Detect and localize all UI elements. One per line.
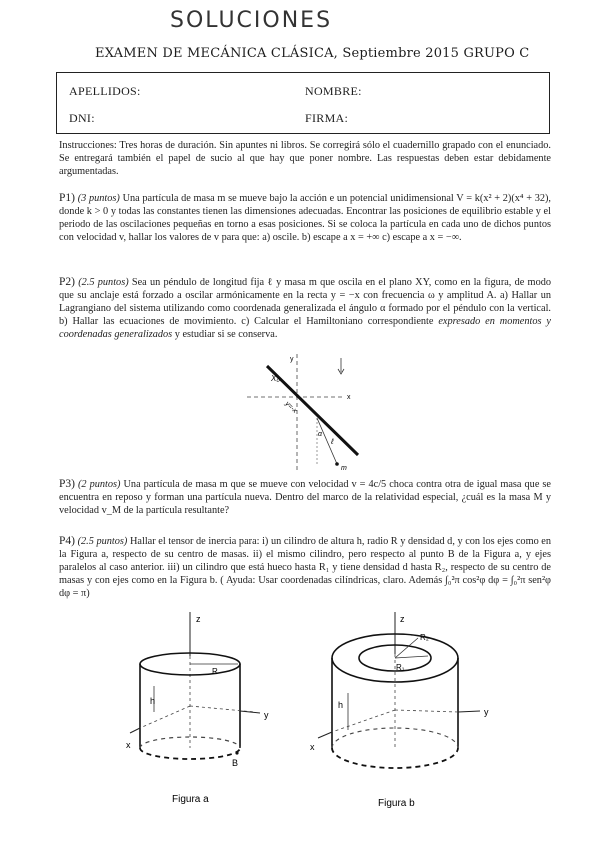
nombre-label: NOMBRE: xyxy=(305,84,362,98)
handwritten-title: SOLUCIONES xyxy=(170,8,333,33)
fig-a-y-label: y xyxy=(264,710,269,720)
fig-a-x-axis xyxy=(140,706,190,728)
problem-4-points: (2.5 puntos) xyxy=(77,536,128,547)
firma-label: FIRMA: xyxy=(305,111,349,125)
problem-2-number: P2) xyxy=(59,276,75,288)
apellidos-label: APELLIDOS: xyxy=(69,84,141,98)
fig-b-r1-line xyxy=(395,656,428,658)
problem-3 xyxy=(59,478,551,517)
pendulum-mass-label: m xyxy=(341,465,347,472)
problem-2-points: (2.5 puntos) xyxy=(78,277,129,288)
exam-title: EXAMEN DE MECÁNICA CLÁSICA, Septiembre 2015 GRUPO C xyxy=(95,46,530,61)
fig-a-b-label: B xyxy=(232,758,239,768)
problem-1 xyxy=(59,192,551,244)
problem-1-number: P1) xyxy=(59,192,75,204)
fig-b-x-axis-out xyxy=(318,732,332,738)
fig-a-caption: Figura a xyxy=(172,794,209,805)
problem-2-text-italic: expresado en momentos y coordenadas generalizados xyxy=(59,316,551,341)
fig-b-h-label: h xyxy=(338,700,344,710)
pendulum-anchor-label: X₀ xyxy=(271,374,280,383)
pendulum-x-label: x xyxy=(347,394,351,401)
dni-label: DNI: xyxy=(69,111,95,125)
problem-2-text-b: y estudiar si se conserva. xyxy=(174,329,278,341)
fig-b-z-label: z xyxy=(400,614,405,624)
problem-4-number: P4) xyxy=(59,535,75,547)
problem-4 xyxy=(59,535,551,600)
fig-a-x-axis-out xyxy=(130,728,140,733)
instructions-text: Tres horas de duración. Sin apuntes ni libros. Se corregirá sólo el cuadernillo grapado con el enunciado. Se entregará también el papel de sucio al que hay que poner nombre. Las respuestas deben estar debidamente argumentadas. xyxy=(59,140,552,178)
fig-a-point-b xyxy=(235,751,238,754)
pendulum-line-label: y=-x xyxy=(283,400,299,415)
problem-2-text-a: Sea un péndulo de longitud fija ℓ y masa m que oscila en el plano XY, como en la figura, de modo que su anclaje está forzado a oscilar armónicamente en la recta y = −x con frecuencia ω y amplitud A. a) Hallar un Lagrangiano del sistema utilizando como coordenada generalizada el ángulo α formado por el péndulo con la vertical. b) Hallar las ecuaciones de movimiento. c) Calcular el Hamiltoniano correspondiente xyxy=(59,277,552,328)
fig-b-y-axis xyxy=(395,710,458,712)
problem-3-number: P3) xyxy=(59,478,75,490)
problem-1-points: (3 puntos) xyxy=(77,193,120,204)
fig-b-y-label: y xyxy=(484,707,489,717)
fig-a-h-label: h xyxy=(150,696,156,706)
pendulum-constraint-line xyxy=(267,366,358,455)
problem-2 xyxy=(59,276,551,341)
figure-b xyxy=(300,608,510,813)
instructions-label: Instrucciones: xyxy=(59,140,117,151)
pendulum-figure xyxy=(245,352,375,472)
problem-4-text: Hallar el tensor de inercia para: i) un cilindro de altura h, radio R y densidad d, y con los ejes como en la Figura a, respecto de su centro de masas. ii) el mismo cilindro, pero respecto al punto B de la Figura a, y ejes paralelos al caso anterior. iii) un cilindro que está hueco hasta R₁ y tiene densidad d hasta R₂, respecto de su centro de masas y con ejes como en la Figura b. ( Ayuda: Usar coordenadas cilíndricas, claro. Además ∫₀²π cos²φ dφ = ∫₀²π sen²φ dφ = π) xyxy=(59,536,552,600)
fig-b-caption: Figura b xyxy=(378,798,415,809)
pendulum-length-label: ℓ xyxy=(331,437,334,446)
problem-3-points: (2 puntos) xyxy=(78,479,121,490)
pendulum-angle-label: α xyxy=(318,431,322,438)
fig-b-x-label: x xyxy=(310,742,315,752)
problem-1-text: Una partícula de masa m se mueve bajo la acción e un potencial unidimensional V = k(x² + 2)(x⁴ + 32), donde k > 0 y todas las constantes tienen las dimensiones adecuadas. Encontrar las posiciones de equilibrio estable y el periodo de las oscilaciones pequeñas en torno a esas posiciones. Si se coloca la partícula en cada uno de dichos puntos con velocidad v, hallar los valores de v para que: a) oscile. b) escape a x = +∞ c) escape a x = −∞. xyxy=(59,193,552,244)
fig-a-r-label: R xyxy=(212,667,218,676)
fig-b-bottom-front xyxy=(332,748,458,768)
fig-b-r2-line xyxy=(395,638,418,658)
fig-b-r2-label: R₂ xyxy=(420,633,429,642)
fig-b-r1-label: R₁ xyxy=(396,663,405,672)
pendulum-y-label: y xyxy=(290,356,294,363)
fig-b-y-axis-out xyxy=(458,711,480,712)
fig-a-z-label: z xyxy=(196,614,201,624)
fig-a-x-label: x xyxy=(126,740,131,750)
problem-3-text: Una partícula de masa m que se mueve con velocidad v = 4c/5 choca contra otra de igual masa que se encuentra en reposo y forman una partícula nueva. Dentro del marco de la relatividad especial, ¿cuál es la masa M y velocidad v_M de la partícula resultante? xyxy=(59,479,551,517)
student-info-box xyxy=(56,72,550,134)
pendulum-mass xyxy=(335,462,339,466)
fig-a-bottom-front xyxy=(140,748,240,759)
instructions xyxy=(59,139,551,178)
figure-a xyxy=(110,608,290,808)
